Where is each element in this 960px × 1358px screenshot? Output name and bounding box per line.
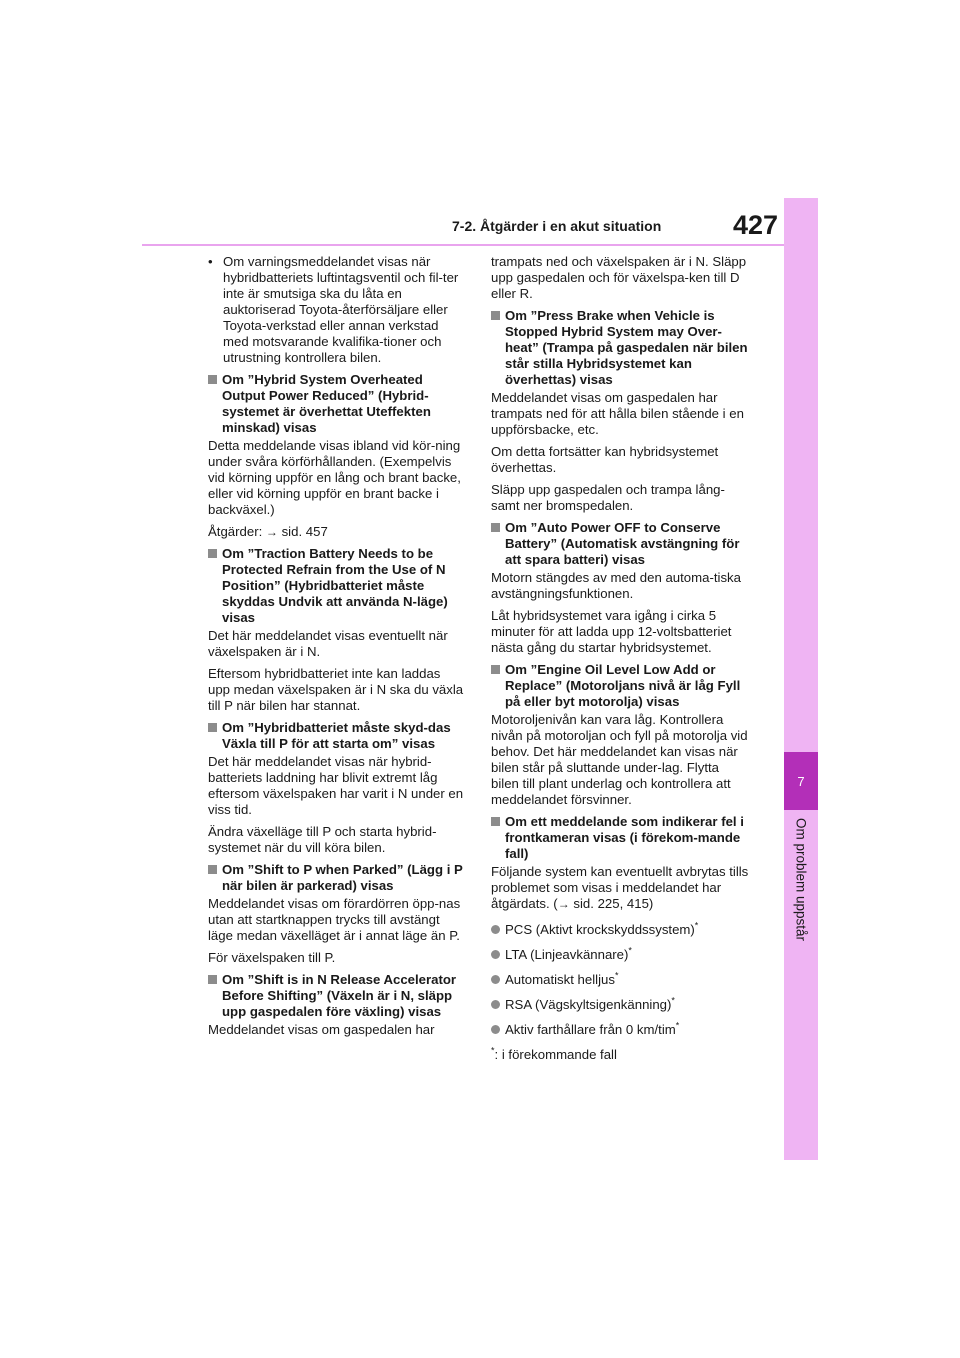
paragraph: Meddelandet visas om gaspedalen har trampats ned för att hålla bilen stående i en uppförsbacke, etc. bbox=[491, 390, 744, 437]
section-heading bbox=[208, 972, 466, 1020]
square-bullet-icon bbox=[208, 975, 217, 984]
header-rule bbox=[142, 244, 785, 246]
paragraph: Motoroljenivån kan vara låg. Kontrollera nivån på motoroljan och fyll på motorolja vid behov. Det här meddelandet kan visas när bilen står på sluttande under-lag. Flytta bilen till plant underlag och kontrollera att meddelandet försvinner. bbox=[491, 712, 748, 807]
square-bullet-icon bbox=[491, 665, 500, 674]
circle-bullet-icon bbox=[491, 950, 500, 959]
paragraph: Meddelandet visas om förardörren öpp-nas utan att startknappen trycks till avstängt läge medan växelläget är i annat läge än P. bbox=[208, 896, 461, 943]
list-item-label: Automatiskt helljus bbox=[505, 972, 615, 987]
square-bullet-icon bbox=[208, 865, 217, 874]
list-item bbox=[491, 1022, 749, 1038]
chapter-title-vertical: Om problem uppstår bbox=[793, 818, 809, 942]
asterisk-mark: * bbox=[675, 1020, 680, 1031]
section-heading bbox=[491, 662, 749, 710]
list-item bbox=[491, 922, 749, 938]
section-heading bbox=[208, 720, 466, 752]
circle-bullet-icon bbox=[491, 925, 500, 934]
footnote-asterisk: * bbox=[491, 1045, 495, 1056]
square-bullet-icon bbox=[208, 549, 217, 558]
circle-bullet-icon bbox=[491, 1025, 500, 1034]
list-item-text bbox=[505, 922, 698, 938]
page-number: 427 bbox=[733, 210, 779, 240]
paragraph-reference bbox=[208, 524, 466, 540]
paragraph-text: Följande system kan eventuellt avbrytas tills problemet som visas i meddelandet har åtgärdats. ( bbox=[491, 864, 749, 911]
section-heading bbox=[491, 814, 749, 862]
list-item-text bbox=[505, 997, 675, 1013]
paragraph: Meddelandet visas om gaspedalen har bbox=[208, 1022, 435, 1037]
footnote-text: : i förekommande fall bbox=[494, 1047, 617, 1062]
heading-text: Om ”Hybrid System Overheated Output Power Reduced” (Hybrid-systemet är överhettat Uteffekten minskad) visas bbox=[222, 372, 431, 435]
left-column bbox=[208, 254, 466, 1044]
square-bullet-icon bbox=[491, 523, 500, 532]
list-item bbox=[491, 947, 749, 963]
section-heading bbox=[208, 862, 466, 894]
arrow-icon: → bbox=[265, 525, 278, 539]
right-column bbox=[491, 254, 749, 1069]
paragraph: För växelspaken till P. bbox=[208, 950, 336, 965]
page-reference-link[interactable]: sid. 457 bbox=[277, 524, 328, 539]
chapter-side-tab bbox=[784, 198, 818, 1160]
reference-prefix: Åtgärder: bbox=[208, 524, 266, 539]
paragraph-reference bbox=[491, 864, 749, 912]
square-bullet-icon bbox=[208, 723, 217, 732]
paragraph: Detta meddelande visas ibland vid kör-ning under svåra körförhållanden. (Exempelvis vid körning uppför en lång och brant backe, eller vid körning uppför en brant backe i backväxel.) bbox=[208, 438, 461, 517]
asterisk-mark: * bbox=[694, 920, 699, 931]
paragraph: Ändra växelläge till P och starta hybrid-systemet när du vill köra bilen. bbox=[208, 824, 437, 855]
paragraph: Det här meddelandet visas när hybrid-batteriets laddning har blivit extremt låg eftersom växelspaken har varit i N under en viss tid. bbox=[208, 754, 464, 817]
section-heading bbox=[491, 308, 749, 388]
section-header-title: 7-2. Åtgärder i en akut situation bbox=[452, 218, 662, 234]
intro-bullet-text: Om varningsmeddelandet visas när hybridbatteriets luftintagsventil och fil-ter inte är smutsiga ska du låta en auktoriserad Toyota-återförsäljare eller Toyota-verkstad eller annan verkstad med motsvarande kvalifika-tioner och utrustning kontrollera bilen. bbox=[223, 254, 459, 365]
arrow-icon: → bbox=[557, 897, 570, 911]
section-heading bbox=[491, 520, 749, 568]
heading-text: Om ”Traction Battery Needs to be Protected Refrain from the Use of N Position” (Hybridbatteriet måste skyddas Undvik att använda N-läge) visas bbox=[222, 546, 448, 625]
heading-text: Om ”Press Brake when Vehicle is Stopped Hybrid System may Over-heat” (Trampa på gaspedalen när bilen står stilla Hybridsystemet kan överhettas) visas bbox=[505, 308, 748, 387]
square-bullet-icon bbox=[491, 817, 500, 826]
list-item bbox=[491, 997, 749, 1013]
bullet-dot: • bbox=[208, 254, 213, 269]
paragraph: Det här meddelandet visas eventuellt när växelspaken är i N. bbox=[208, 628, 448, 659]
page-reference-link[interactable]: sid. 225, 415) bbox=[569, 896, 654, 911]
square-bullet-icon bbox=[491, 311, 500, 320]
list-item-label: RSA (Vägskyltsigenkänning) bbox=[505, 997, 672, 1012]
heading-text: Om ”Shift is in N Release Accelerator Before Shifting” (Växeln är i N, släpp upp gaspedalen före växling) visas bbox=[222, 972, 457, 1019]
heading-text: Om ”Shift to P when Parked” (Lägg i P när bilen är parkerad) visas bbox=[222, 862, 463, 893]
paragraph: Motorn stängdes av med den automa-tiska avstängningsfunktionen. bbox=[491, 570, 741, 601]
paragraph-continued: trampats ned och växelspaken är i N. Släpp upp gaspedalen och för växelspa-ken till D eller R. bbox=[491, 254, 747, 301]
list-item-label: PCS (Aktivt krockskyddssystem) bbox=[505, 922, 695, 937]
list-item-text bbox=[505, 1022, 679, 1038]
list-item-label: Aktiv farthållare från 0 km/tim bbox=[505, 1022, 676, 1037]
paragraph: Eftersom hybridbatteriet inte kan laddas upp medan växelspaken är i N ska du växla till P när bilen har stannat. bbox=[208, 666, 464, 713]
heading-text: Om ”Auto Power OFF to Conserve Battery” (Automatisk avstängning för att spara batteri) visas bbox=[505, 520, 740, 567]
asterisk-mark: * bbox=[614, 970, 619, 981]
heading-text: Om ett meddelande som indikerar fel i frontkameran visas (i förekom-mande fall) bbox=[505, 814, 744, 861]
section-heading bbox=[208, 546, 466, 626]
heading-text: Om ”Hybridbatteriet måste skyd-das Växla till P för att starta om” visas bbox=[222, 720, 451, 751]
square-bullet-icon bbox=[208, 375, 217, 384]
circle-bullet-icon bbox=[491, 975, 500, 984]
list-item bbox=[491, 972, 749, 988]
paragraph: Låt hybridsystemet vara igång i cirka 5 minuter för att ladda upp 12-voltsbatteriet nästa gång du startar hybridsystemet. bbox=[491, 608, 732, 655]
list-item-text bbox=[505, 972, 618, 988]
chapter-number-box: 7 bbox=[784, 752, 818, 810]
circle-bullet-icon bbox=[491, 1000, 500, 1009]
footnote bbox=[491, 1047, 749, 1063]
list-item-text bbox=[505, 947, 632, 963]
list-item-label: LTA (Linjeavkännare) bbox=[505, 947, 629, 962]
heading-text: Om ”Engine Oil Level Low Add or Replace” (Motoroljans nivå är låg Fyll på eller byt motorolja) visas bbox=[505, 662, 741, 709]
asterisk-mark: * bbox=[628, 945, 632, 956]
intro-bullet-item bbox=[208, 254, 466, 366]
asterisk-mark: * bbox=[671, 995, 675, 1006]
paragraph: Om detta fortsätter kan hybridsystemet överhettas. bbox=[491, 444, 719, 475]
section-heading bbox=[208, 372, 466, 436]
paragraph: Släpp upp gaspedalen och trampa lång-samt ner bromspedalen. bbox=[491, 482, 725, 513]
